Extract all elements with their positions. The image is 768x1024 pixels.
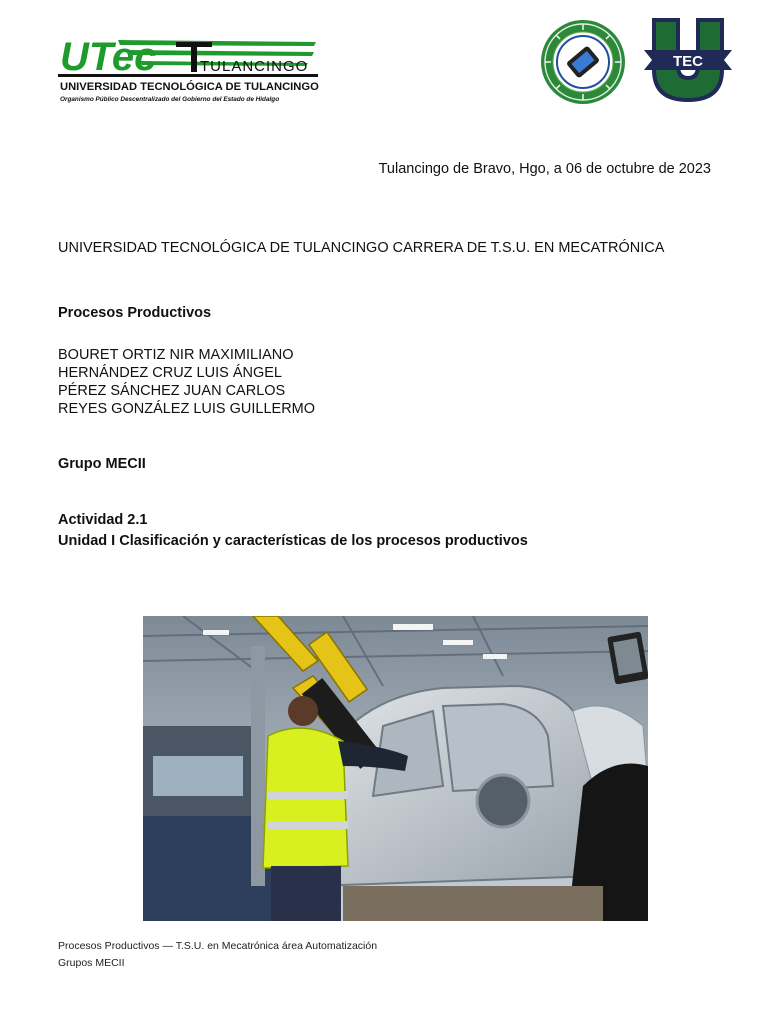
group-label: Grupo MECII — [58, 456, 146, 472]
date-line: Tulancingo de Bravo, Hgo, a 06 de octubre de 2023 — [378, 161, 711, 177]
assembly-line-photo — [143, 616, 648, 921]
author-name: PÉREZ SÁNCHEZ JUAN CARLOS — [58, 383, 286, 399]
svg-text:Organismo Público Descentraliz: Organismo Público Descentralizado del Gobierno del Estado de Hidalgo — [60, 96, 280, 103]
university-career-line: UNIVERSIDAD TECNOLÓGICA DE TULANCINGO CARRERA DE T.S.U. EN MECATRÓNICA — [58, 240, 665, 256]
svg-text:UTec: UTec — [60, 35, 157, 79]
footer-course-line: Procesos Productivos — T.S.U. en Mecatrónica área Automatización — [58, 940, 378, 952]
activity-title: Actividad 2.1 — [58, 512, 148, 528]
ut-tulancingo-logo — [58, 30, 320, 108]
mecatronica-seal-logo — [537, 18, 629, 106]
author-list — [58, 346, 315, 418]
author-name: HERNÁNDEZ CRUZ LUIS ÁNGEL — [58, 365, 282, 381]
utec-u-logo — [644, 16, 732, 102]
subject-title: Procesos Productivos — [58, 305, 212, 321]
svg-text:TULANCINGO: TULANCINGO — [200, 58, 309, 75]
author-name: BOURET ORTIZ NIR MAXIMILIANO — [58, 347, 294, 363]
svg-text:TEC: TEC — [673, 53, 703, 70]
author-name: REYES GONZÁLEZ LUIS GUILLERMO — [58, 401, 316, 417]
unit-title: Unidad I Clasificación y características de los procesos productivos — [58, 533, 528, 549]
svg-text:UNIVERSIDAD TECNOLÓGICA DE TUL: UNIVERSIDAD TECNOLÓGICA DE TULANCINGO — [60, 81, 319, 93]
footer-group-line: Grupos MECII — [58, 957, 125, 969]
